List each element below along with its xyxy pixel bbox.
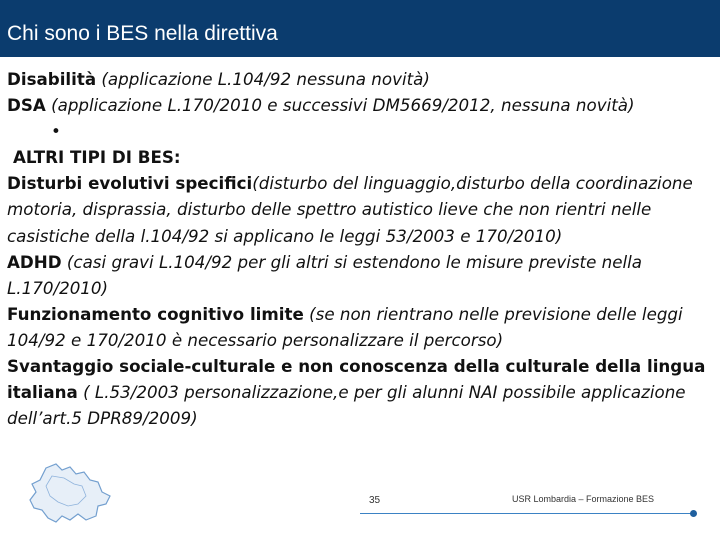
term-disturbi: Disturbi evolutivi specifici [7,173,253,194]
term-svantaggio: Svantaggio sociale-culturale e non conoscenza della culturale della lingua italiana [7,356,706,403]
note-funzionamento: (se non rientrano nelle previsione delle leggi 104/92 e 170/2010 è necessario personalizzare il percorso) [7,303,683,350]
footer-divider [360,513,694,514]
paragraph-svantaggio [7,353,717,431]
note-disabilita: (applicazione L.104/92 nessuna novità) [96,69,430,89]
note-disturbi: (disturbo del linguaggio,disturbo della coordinazione motoria, disprassia, disturbo delle spettro autistico lieve che non rientri nelle casistiche della l.104/92 si applicano le leggi 53/2003 e 170/2010) [7,173,693,246]
section-heading: ALTRI TIPI DI BES: [13,147,181,168]
footer-credit: USR Lombardia – Formazione BES [512,494,655,504]
slide-title: Chi sono i BES nella direttiva [7,22,278,45]
term-dsa: DSA [7,95,46,116]
paragraph-dsa [7,92,717,118]
term-adhd: ADHD [7,251,62,272]
term-disabilita: Disabilità [7,69,97,89]
lombardia-map-icon [12,462,132,532]
title-bar [0,0,720,57]
note-dsa: (applicazione L.170/2010 e successivi DM5669/2012, nessuna novità) [45,95,635,116]
paragraph-funzionamento [7,301,717,353]
footer-dot [690,510,697,517]
paragraph-disturbi [7,170,717,248]
note-svantaggio: ( L.53/2003 personalizzazione,e per gli alunni NAI possibile applicazione dell’art.5 DPR89/2009) [7,382,686,429]
paragraph-adhd [7,249,717,301]
slide-body [7,66,717,431]
paragraph-disabilita [7,66,717,92]
bullet-marker: • [51,121,61,142]
term-funzionamento: Funzionamento cognitivo limite [7,303,304,324]
note-adhd: (casi gravi L.104/92 per gli altri si estendono le misure previste nella L.170/2010) [7,251,643,298]
page-number: 35 [369,495,381,506]
